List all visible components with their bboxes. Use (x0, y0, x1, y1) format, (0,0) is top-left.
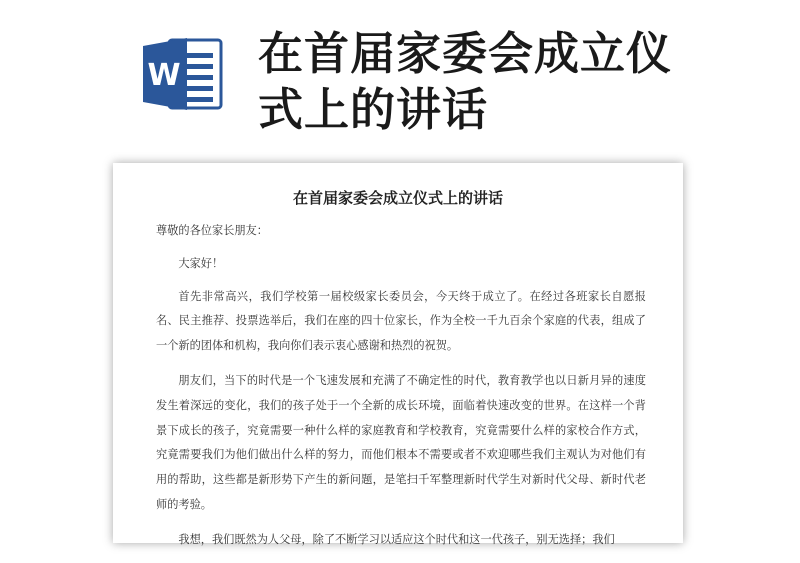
salutation: 尊敬的各位家长朋友： (156, 224, 268, 237)
document-body (156, 219, 646, 563)
word-icon-letter: W (147, 58, 181, 93)
greeting: 大家好！ (178, 256, 224, 270)
header (0, 0, 800, 160)
paragraph-1: 首先非常高兴，我们学校第一届校级家长委员会，今天终于成立了。在经过各班家长自愿报名、民主推荐、投票选举后，我们在座的四十位家长，作为全校一千九百余个家庭的代表，组成了一个新的团体和机构，我向你们表示衷心感谢和热烈的祝贺。 (156, 289, 646, 353)
page-title: 在首届家委会成立仪 式上的讲话 (258, 27, 673, 136)
document-heading: 在首届家委会成立仪式上的讲话 (292, 189, 503, 207)
paragraph-3: 我想，我们既然为人父母，除了不断学习以适应这个时代和这一代孩子，别无选择；我们 (178, 532, 615, 546)
paragraph-2: 朋友们，当下的时代是一个飞速发展和充满了不确定性的时代，教育教学也以日新月异的速度发生着深远的变化，我们的孩子处于一个全新的成长环境，面临着快速改变的世界。在这样一个背景下成长的孩子，究竟需要一种什么样的家庭教育和学校教育，究竟需要什么样的家校合作方式，究竟需要我们为他们做出什么样的努力，而他们根本不需要或者不欢迎哪些我们主观认为对他们有用的帮助，这些都是新形势下产生的新问题，是笔扫千军整理新时代学生对新时代父母、新时代老师的考验。 (156, 373, 646, 511)
document-page (113, 163, 683, 546)
word-document-icon (143, 38, 225, 110)
